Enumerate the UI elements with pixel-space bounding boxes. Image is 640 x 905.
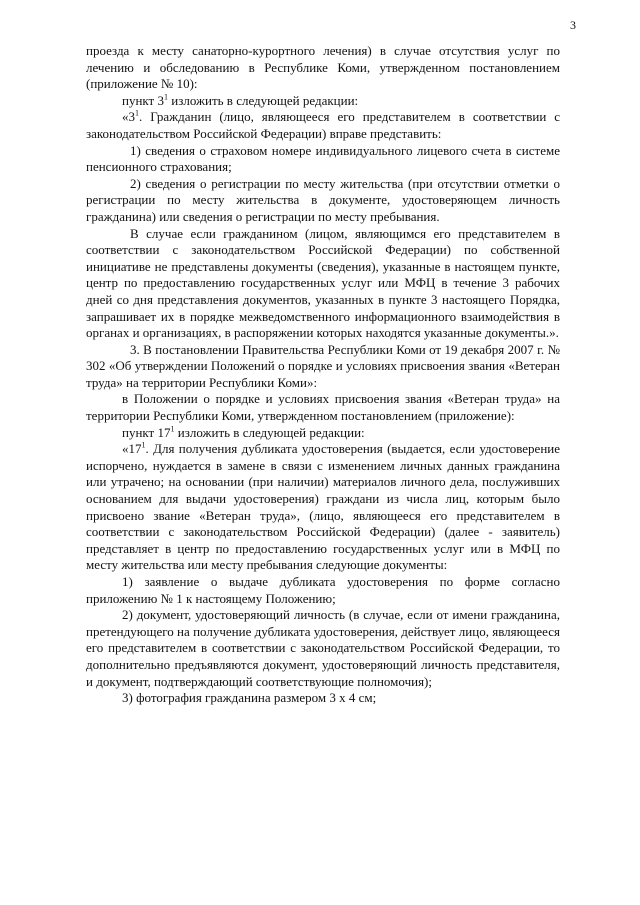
document-body — [86, 43, 560, 707]
paragraph — [86, 109, 560, 142]
page-number: 3 — [570, 18, 576, 32]
paragraph-text: «3 — [122, 109, 135, 125]
paragraph — [86, 441, 560, 574]
paragraph-text: изложить в следующей редакции: — [174, 424, 365, 440]
superscript: 1 — [170, 424, 175, 434]
paragraph-text: изложить в следующей редакции: — [168, 92, 359, 108]
paragraph — [86, 425, 560, 442]
paragraph: 3) фотография гражданина размером 3 х 4 см; — [122, 690, 377, 706]
paragraph — [86, 93, 560, 110]
paragraph: 1) сведения о страховом номере индивидуального лицевого счета в системе пенсионного страхования; — [86, 142, 560, 175]
paragraph-text: . Гражданин (лицо, являющееся его представителем в соответствии с законодательством Российской Федерации) вправе представить: — [86, 109, 560, 141]
superscript: 1 — [141, 440, 146, 450]
paragraph: 2) документ, удостоверяющий личность (в случае, если от имени гражданина, претендующего на получение дубликата удостоверения, действует лицо, являющееся его представителем в соответствии с законодательством Российской Федерации, то дополнительно предъявляются документ, удостоверяющий личность представителя, и документ, подтверждающий соответствующие полномочия); — [86, 607, 560, 689]
paragraph: 1) заявление о выдаче дубликата удостоверения по форме согласно приложению № 1 к настоящему Положению; — [86, 574, 560, 606]
superscript: 1 — [164, 92, 168, 102]
paragraph: 3. В постановлении Правительства Республики Коми от 19 декабря 2007 г. № 302 «Об утверждении Положений о порядке и условиях присвоения звания «Ветеран труда» на территории Республики Коми»: — [86, 341, 560, 390]
paragraph: 2) сведения о регистрации по месту жительства (при отсутствии отметки о регистрации по месту жительства в документе, удостоверяющем личность гражданина) или сведения о регистрации по месту пребывания. — [86, 175, 560, 224]
paragraph: в Положении о порядке и условиях присвоения звания «Ветеран труда» на территории Республики Коми, утвержденном постановлением (приложение): — [86, 391, 560, 424]
paragraph-text: «17 — [122, 441, 142, 457]
superscript: 1 — [135, 109, 139, 119]
paragraph-text: . Для получения дубликата удостоверения (выдается, если удостоверение испорчено, нуждается в замене в связи с изменением личных данных гражданина или утрачено; на основании (при наличии) материалов личного дела, послуживших основанием для выдачи удостоверения) граждани из числа лиц, которым было присвоено звание «Ветеран труда», (лицо, являющееся его представителем в соответствии с законодательством Российской Федерации) (далее - заявитель) представляет в центр по предоставлению государственных услуг или в МФЦ по месту жительства или месту пребывания следующие документы: — [86, 441, 560, 573]
paragraph: В случае если гражданином (лицом, являющимся его представителем в соответствии с законодательством Российской Федерации) по собственной инициативе не представлены документы (сведения), указанные в настоящем пункте, центр по предоставлению государственных услуг или МФЦ в течение 3 рабочих дней со дня представления документов, указанных в пункте 3 настоящего Порядка, запрашивает их в порядке межведомственного информационного взаимодействия в органах и организациях, в распоряжении которых находятся указанные документы.». — [86, 225, 560, 341]
paragraph: проезда к месту санаторно-курортного лечения) в случае отсутствия услуг по лечению и обследованию в Республике Коми, утвержденном постановлением (приложение № 10): — [86, 43, 560, 92]
paragraph-text: пункт 17 — [122, 424, 171, 440]
paragraph-text: пункт 3 — [122, 92, 164, 108]
